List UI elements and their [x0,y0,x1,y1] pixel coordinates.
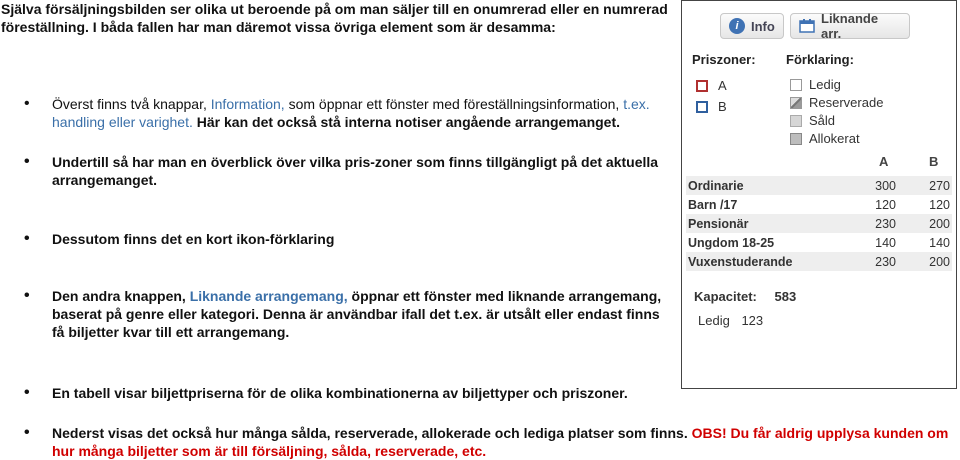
bullet-buttons-post: som öppnar ett fönster med föreställningsinformation, [288,96,620,112]
similar-events-button[interactable] [790,13,910,39]
column-header-a: A [879,154,889,169]
bullet-buttons [0,95,664,131]
legend-reserved-label: Reserverade [809,95,884,110]
info-button[interactable] [720,13,784,39]
free-seats-label: Ledig [698,313,730,328]
bullet-seat-counts-text: Nederst visas det också hur många sålda, reserverade, allokerade och lediga platser som finns. [52,425,688,441]
price-zone-b [696,99,727,114]
ticket-type: Barn /17 [688,197,738,212]
bullet-similar-events [0,287,664,341]
price-a: 120 [875,197,896,212]
bullet-buttons-notes: Här kan det också stå interna notiser angående arrangemanget. [196,114,621,130]
legend-allocated [790,131,860,146]
free-seats-readout [698,313,763,328]
price-b: 120 [929,197,950,212]
calendar-icon [799,19,815,33]
legend-reserved [790,95,883,110]
table-row [686,252,952,271]
legend-allocated-label: Allokerat [809,131,860,146]
table-row [686,233,952,252]
legend-sold-label: Såld [809,113,836,128]
ticket-type: Pensionär [686,214,844,233]
price-b: 140 [929,235,950,250]
price-table [686,176,952,271]
price-a: 230 [844,252,898,271]
ticket-type: Ungdom 18-25 [688,235,775,250]
price-a: 140 [875,235,896,250]
similar-events-button-label: Liknande arr. [821,11,879,41]
allocated-seat-icon [790,133,802,145]
info-button-label: Info [751,18,775,34]
sold-seat-icon [790,115,802,127]
legend-free [790,77,841,92]
table-row [686,176,952,195]
zone-a-label: A [718,78,727,93]
price-a: 230 [844,214,898,233]
table-row [686,214,952,233]
ticket-type: Ordinarie [686,176,844,195]
bullet-seat-counts [0,424,960,460]
bullet-price-table: • En tabell visar biljettpriserna för de olika kombinationerna av biljettyper och priszoner. [0,384,680,402]
capacity-label: Kapacitet: [694,289,757,304]
event-info-panel [681,0,957,389]
obs-warning: Du får aldrig upplysa kunden om hur många biljetter som är till försäljning, sålda, reserverade, etc. [52,425,949,459]
similar-events-link-text: Liknande arrangemang, [189,288,348,304]
legend-sold [790,113,835,128]
capacity-readout [694,289,796,304]
price-zone-a [696,78,727,93]
information-link-text: Information, [210,96,285,112]
bullet-similar-pre: Den andra knappen, [52,288,186,304]
bullet-icon-legend: • Dessutom finns det en kort ikon-förklaring [0,230,664,248]
price-a: 300 [844,176,898,195]
column-header-b: B [929,154,939,169]
bullet-similar-post: öppnar ett fönster med liknande arrangemang, baserat på genre eller kategori. Denna är användbar ifall det t.ex. är utsålt eller endast finns få biljetter kvar till ett arrangemang. [52,288,662,340]
price-b: 270 [898,176,952,195]
table-row [686,195,952,214]
reserved-seat-icon [790,97,802,109]
capacity-value: 583 [774,289,797,304]
zone-b-swatch [696,101,708,113]
bullet-price-zones: • Undertill så har man en överblick över vilka pris-zoner som finns tillgängligt på det aktuella arrangemanget. [0,153,664,189]
obs-label: OBS! [691,425,727,441]
zone-a-swatch [696,80,708,92]
intro-paragraph: Själva försäljningsbilden ser olika ut beroende på om man säljer till en onumrerad eller en numrerad föreställning. I båda fallen har man däremot vissa övriga element som är desamma: [1,1,668,35]
ticket-type: Vuxenstuderande [686,252,844,271]
bullet-buttons-pre: Överst finns två knappar, [52,96,207,112]
info-icon: i [729,18,745,34]
bullet-buttons-example: t.ex. handling eller varighet. [52,96,650,130]
legend-header: Förklaring: [786,52,854,67]
price-b: 200 [898,252,952,271]
price-b: 200 [898,214,952,233]
free-seats-value: 123 [741,313,764,328]
price-zones-header: Priszoner: [692,52,756,67]
zone-b-label: B [718,99,727,114]
legend-free-label: Ledig [809,77,841,92]
free-seat-icon [790,79,802,91]
